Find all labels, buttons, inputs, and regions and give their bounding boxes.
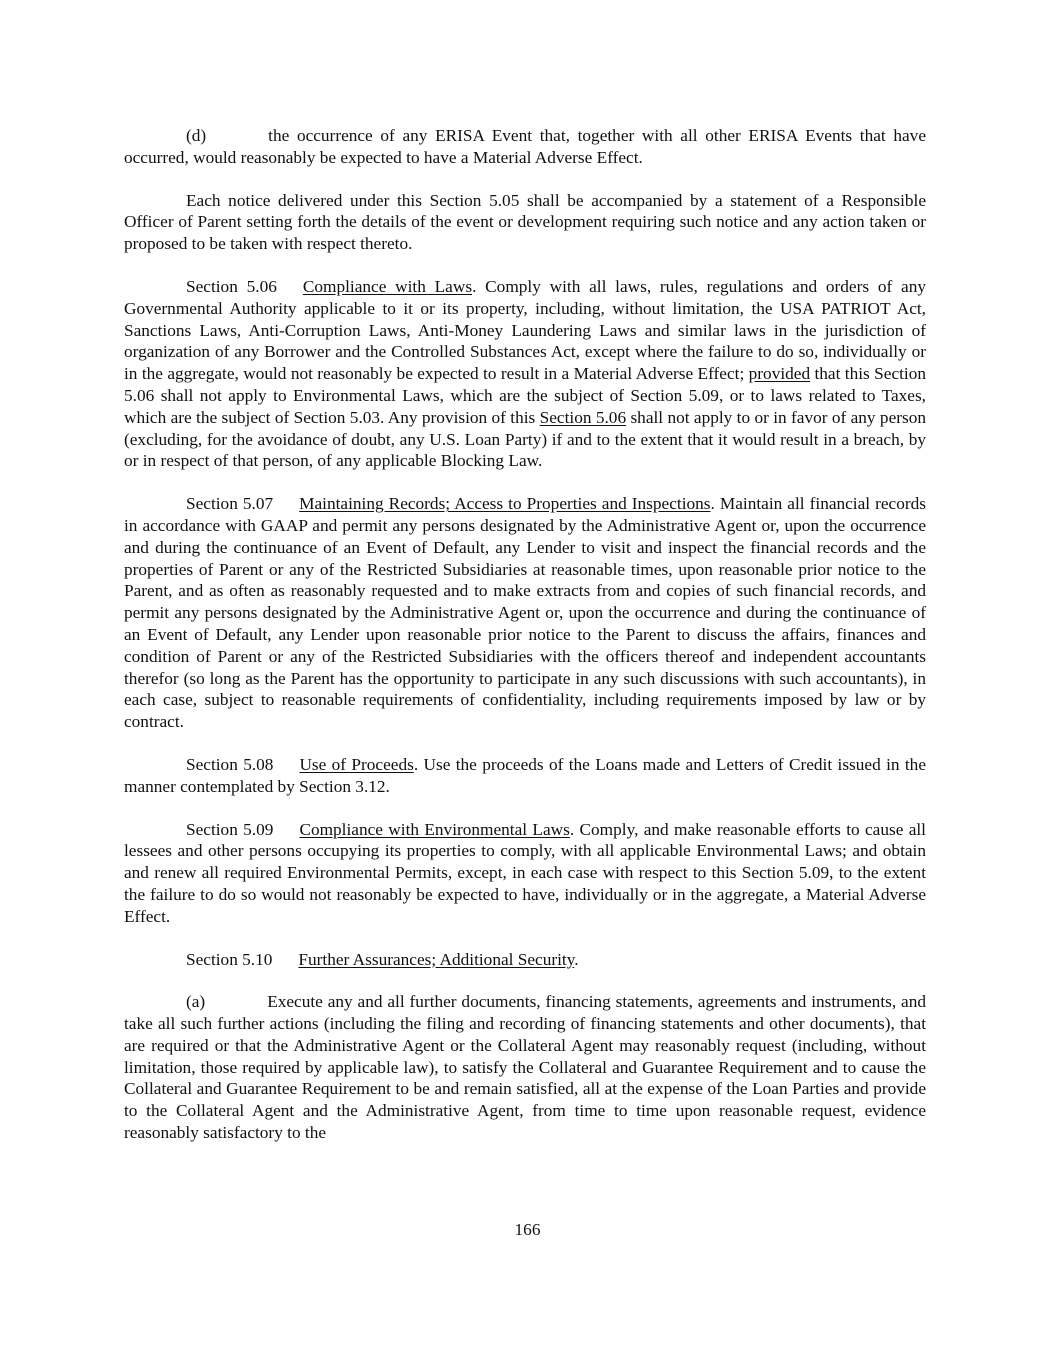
section-5-07-body: . Maintain all financial records in accordance with GAAP and permit any persons designated by the Administrative Agent or, upon the occurrence and during the continuance of an Event of Default, any Lender to visit and inspect the financial records and the properties of Parent or any of the Restricted Subsidiaries at reasonable times, upon reasonable prior notice to the Parent, and as often as reasonably requested and to make extracts from and copies of such financial records, and permit any persons designated by the Administrative Agent or, upon the occurrence and during the continuance of an Event of Default, any Lender upon reasonable prior notice to the Parent to discuss the affairs, finances and condition of Parent or any of the Restricted Subsidiaries with the officers thereof and independent accountants therefor (so long as the Parent has the opportunity to participate in any such discussions with such accountants), in each case, subject to reasonable requirements of confidentiality, including requirements imposed by law or by contract. — [124, 494, 926, 732]
section-5-06-title: Compliance with Laws — [302, 276, 473, 296]
section-5-07-number: Section 5.07 — [186, 494, 274, 514]
section-5-06-reference: Section 5.06 — [539, 407, 627, 427]
section-5-09-title: Compliance with Environmental Laws — [299, 819, 570, 839]
paragraph-d-label: (d) — [186, 126, 207, 145]
section-5-07 — [124, 493, 926, 733]
paragraph-d-text: the occurrence of any ERISA Event that, together with all other ERISA Events that have occurred, would reasonably be expected to have a Material Adverse Effect. — [124, 126, 926, 167]
section-5-07-title: Maintaining Records; Access to Properties and Inspections — [299, 494, 711, 514]
section-5-08-body: . Use the proceeds of the Loans made and Letters of Credit issued in the manner contemplated by Section 3.12. — [124, 754, 926, 796]
section-5-06-body-3: shall not apply to or in favor of any person (excluding, for the avoidance of doubt, any U.S. Loan Party) if and to the extent that it would result in a breach, by or in respect of that person, of any applicable Blocking Law. — [124, 407, 926, 471]
section-5-09-body: . Comply, and make reasonable efforts to cause all lessees and other persons occupying its properties to comply, with all applicable Environmental Laws; and obtain and renew all required Environmental Permits, except, in each case with respect to this Section 5.09, to the extent the failure to do so would not reasonably be expected to have, individually or in the aggregate, a Material Adverse Effect. — [124, 819, 926, 926]
section-5-10 — [124, 949, 926, 971]
paragraph-notice — [124, 190, 926, 255]
paragraph-notice-text: Each notice delivered under this Section 5.05 shall be accompanied by a statement of a Responsible Officer of Parent setting forth the details of the event or development requiring such notice and any action taken or proposed to be taken with respect thereto. — [124, 190, 926, 254]
provided-term: provided — [748, 364, 811, 384]
paragraph-a-label: (a) — [186, 992, 206, 1012]
paragraph-a — [124, 991, 926, 1144]
section-5-08-title: Use of Proceeds — [299, 754, 414, 774]
section-5-06-number: Section 5.06 — [186, 276, 277, 296]
section-5-06-body-1: . Comply with all laws, rules, regulations and orders of any Governmental Authority applicable to it or its property, including, without limitation, the USA PATRIOT Act, Sanctions Laws, Anti-Corruption Laws, Anti-Money Laundering Laws and similar laws in the jurisdiction of organization of any Borrower and the Controlled Substances Act, except where the failure to do so, individually or in the aggregate, would not reasonably be expected to result in a Material Adverse Effect; — [124, 276, 926, 384]
paragraph-a-text: Execute any and all further documents, financing statements, agreements and instruments, and take all such further actions (including the filing and recording of financing statements and other documents), that are required or that the Administrative Agent or the Collateral Agent may reasonably request (including, without limitation, those required by applicable law), to satisfy the Collateral and Guarantee Requirement and to cause the Collateral and Guarantee Requirement to be and remain satisfied, all at the expense of the Loan Parties and provide to the Collateral Agent and the Administrative Agent, from time to time upon reasonable request, evidence reasonably satisfactory to the — [124, 992, 926, 1143]
section-5-10-title: Further Assurances; Additional Security — [298, 949, 575, 969]
section-5-09 — [124, 819, 926, 928]
document-page — [124, 125, 926, 1165]
paragraph-d — [124, 125, 926, 169]
section-5-06 — [124, 276, 926, 472]
section-5-08 — [124, 754, 926, 798]
page-number: 166 — [514, 1220, 541, 1239]
section-5-10-body: . — [574, 949, 579, 969]
section-5-06-body-2: that this Section 5.06 shall not apply to Environmental Laws, which are the subject of Section 5.09, or to laws related to Taxes, which are the subject of Section 5.03. Any provision of this — [124, 364, 927, 427]
section-5-09-number: Section 5.09 — [186, 819, 274, 839]
section-5-08-number: Section 5.08 — [186, 754, 274, 774]
section-5-10-number: Section 5.10 — [186, 949, 273, 969]
